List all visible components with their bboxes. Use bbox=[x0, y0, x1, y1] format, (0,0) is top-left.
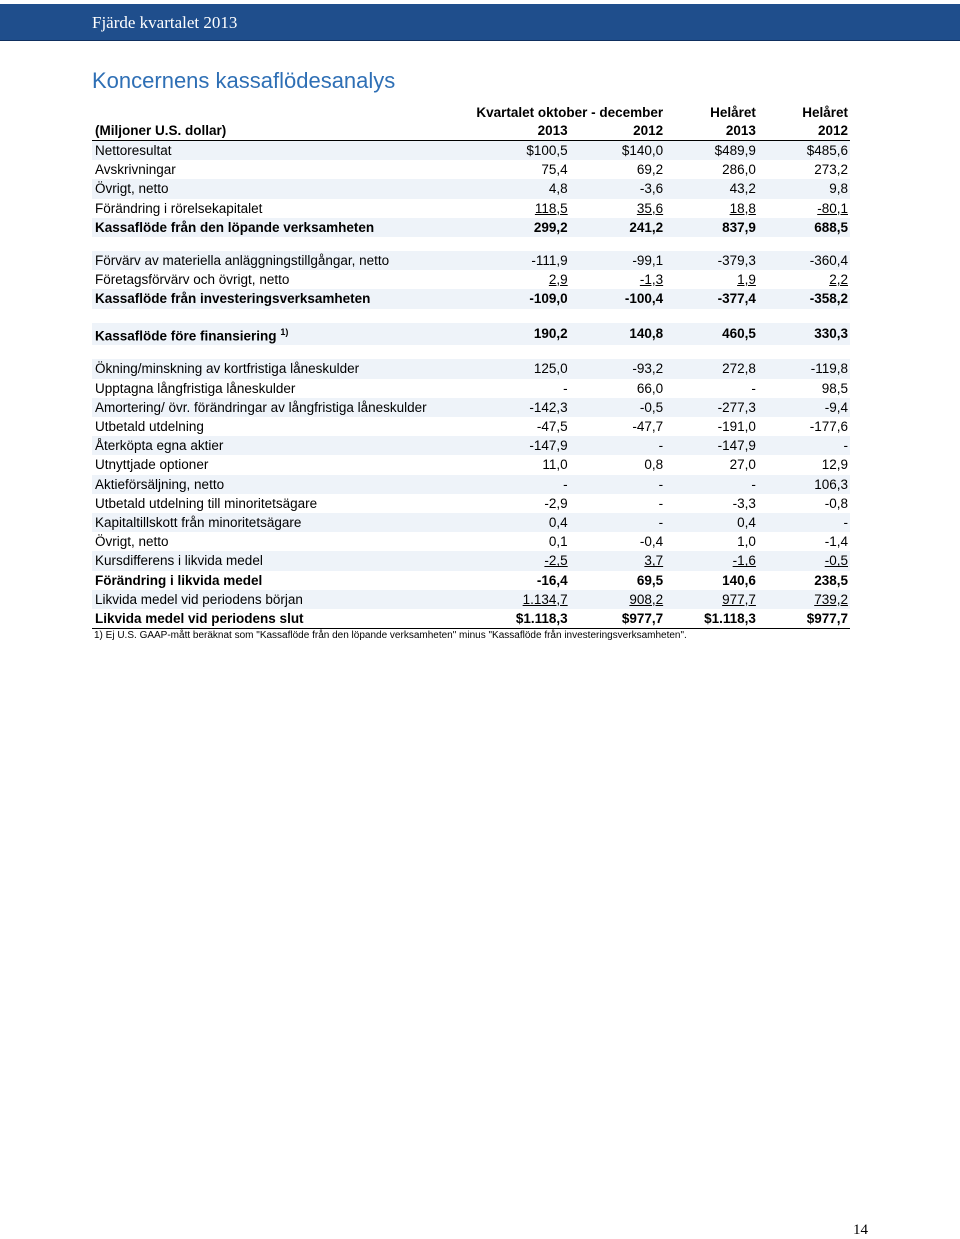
row-label: Nettoresultat bbox=[92, 141, 476, 161]
row-label: Utnyttjade optioner bbox=[95, 457, 209, 473]
cell-value: -9,4 bbox=[758, 398, 850, 417]
cell-value: -3,3 bbox=[732, 495, 756, 511]
cell-value: -119,8 bbox=[758, 359, 850, 378]
row-label: Kursdifferens i likvida medel bbox=[92, 551, 476, 570]
row-label: Förvärv av materiella anläggningstillgångar, netto bbox=[92, 251, 476, 270]
cell-value: - bbox=[570, 513, 665, 532]
table-row bbox=[92, 455, 850, 474]
page-number: 14 bbox=[853, 1222, 868, 1238]
cell-value: 190,2 bbox=[476, 323, 569, 346]
table-row bbox=[92, 359, 850, 378]
unit-label: (Miljoner U.S. dollar) bbox=[92, 122, 476, 141]
cell-value: -377,4 bbox=[665, 289, 758, 308]
cell-value: -99,1 bbox=[570, 251, 665, 270]
cell-value: 2,9 bbox=[548, 272, 568, 288]
header-title: Fjärde kvartalet 2013 bbox=[92, 13, 238, 32]
cell-value: 241,2 bbox=[570, 218, 665, 237]
cell-value: 0,1 bbox=[548, 534, 568, 550]
cell-value: $100,5 bbox=[476, 141, 569, 161]
cell-value: 0,4 bbox=[476, 513, 569, 532]
table-row bbox=[92, 513, 850, 532]
cell-value: -147,9 bbox=[476, 436, 569, 455]
cell-value: $977,7 bbox=[758, 609, 850, 629]
table-row bbox=[92, 417, 850, 436]
table-row-subtotal bbox=[92, 571, 850, 590]
cell-value: 299,2 bbox=[476, 218, 569, 237]
cell-value: 1.134,7 bbox=[522, 591, 568, 607]
cell-value: $485,6 bbox=[758, 141, 850, 161]
table-row bbox=[92, 532, 850, 551]
cell-value: 238,5 bbox=[814, 572, 848, 588]
header-empty bbox=[92, 104, 476, 122]
cell-value: -0,5 bbox=[570, 398, 665, 417]
row-label: Aktieförsäljning, netto bbox=[92, 475, 476, 494]
cell-value: $140,0 bbox=[570, 141, 665, 161]
cell-value: -2,5 bbox=[544, 553, 568, 569]
cell-value: $977,7 bbox=[570, 609, 665, 629]
table-row-subtotal bbox=[92, 218, 850, 237]
year-header: 2012 bbox=[570, 122, 665, 141]
cell-value: -47,7 bbox=[632, 418, 664, 434]
table-row bbox=[92, 141, 850, 161]
footnote: 1) Ej U.S. GAAP-mått beräknat som "Kassaflöde från den löpande verksamheten" minus "Kassaflöde från investeringsverksamheten". bbox=[94, 630, 687, 641]
table-row-total bbox=[92, 609, 850, 629]
row-label bbox=[92, 323, 476, 346]
cell-value: 75,4 bbox=[541, 162, 568, 178]
cashflow-table-container bbox=[92, 104, 850, 629]
cell-value: 140,8 bbox=[570, 323, 665, 346]
row-label: Företagsförvärv och övrigt, netto bbox=[95, 272, 290, 288]
cell-value: -1,6 bbox=[732, 553, 756, 569]
page-title: Koncernens kassaflödesanalys bbox=[92, 68, 396, 93]
cell-value: - bbox=[658, 495, 664, 511]
cell-value: 330,3 bbox=[758, 323, 850, 346]
row-label: Likvida medel vid periodens början bbox=[92, 590, 476, 609]
header-fullyear-2012: Helåret bbox=[802, 105, 848, 120]
header-bar bbox=[0, 4, 960, 41]
cell-value: -147,9 bbox=[665, 436, 758, 455]
cell-value: -100,4 bbox=[570, 289, 665, 308]
table-row bbox=[92, 590, 850, 609]
table-row bbox=[92, 551, 850, 570]
cell-value: 1,9 bbox=[737, 272, 756, 288]
cell-value: 908,2 bbox=[629, 591, 664, 607]
cell-value: 43,2 bbox=[665, 179, 758, 198]
cell-value: 11,0 bbox=[542, 457, 568, 473]
row-label: Övrigt, netto bbox=[95, 534, 169, 550]
row-label: Utbetald utdelning bbox=[95, 418, 204, 434]
cell-value: $1.118,3 bbox=[665, 609, 758, 629]
spacer-row bbox=[92, 309, 850, 323]
row-label: Likvida medel vid periodens slut bbox=[92, 609, 476, 629]
cell-value: -0,8 bbox=[824, 495, 848, 511]
cell-value: 140,6 bbox=[722, 572, 756, 588]
cell-value: -358,2 bbox=[758, 289, 850, 308]
cell-value: - bbox=[751, 380, 756, 396]
cell-value: 837,9 bbox=[665, 218, 758, 237]
cell-value: -379,3 bbox=[665, 251, 758, 270]
row-label-text: Kassaflöde före finansiering bbox=[95, 328, 277, 344]
cell-value: -3,6 bbox=[570, 179, 665, 198]
cell-value: - bbox=[758, 513, 850, 532]
row-label: Kassaflöde från den löpande verksamheten bbox=[92, 218, 476, 237]
cell-value: -47,5 bbox=[536, 418, 568, 434]
table-header-row-1 bbox=[92, 104, 850, 122]
cell-value: -1,3 bbox=[639, 272, 664, 288]
cell-value: - bbox=[758, 436, 850, 455]
cell-value: -16,4 bbox=[536, 572, 568, 588]
cell-value: 69,2 bbox=[636, 162, 664, 178]
spacer-row bbox=[92, 237, 850, 251]
table-row bbox=[92, 379, 850, 398]
cell-value: 1,0 bbox=[737, 534, 756, 550]
row-label: Förändring i likvida medel bbox=[95, 572, 263, 588]
cell-value: $489,9 bbox=[665, 141, 758, 161]
cell-value: - bbox=[563, 380, 568, 396]
cell-value: $1.118,3 bbox=[476, 609, 569, 629]
cell-value: 0,8 bbox=[644, 457, 664, 473]
cell-value: 4,8 bbox=[476, 179, 569, 198]
table-row-subtotal bbox=[92, 289, 850, 308]
row-label: Återköpta egna aktier bbox=[92, 436, 476, 455]
row-label: Förändring i rörelsekapitalet bbox=[95, 200, 263, 216]
cell-value: 460,5 bbox=[665, 323, 758, 346]
spacer-row bbox=[92, 345, 850, 359]
table-row bbox=[92, 475, 850, 494]
year-header: 2012 bbox=[758, 122, 850, 141]
cell-value: -0,5 bbox=[824, 553, 848, 569]
table-row bbox=[92, 160, 850, 179]
table-row bbox=[92, 179, 850, 198]
row-label: Amortering/ övr. förändringar av långfristiga låneskulder bbox=[92, 398, 476, 417]
cell-value: 0,4 bbox=[665, 513, 758, 532]
cell-value: -109,0 bbox=[476, 289, 569, 308]
cell-value: 739,2 bbox=[814, 591, 848, 607]
cell-value: - bbox=[665, 475, 758, 494]
cell-value: - bbox=[476, 475, 569, 494]
cell-value: - bbox=[570, 436, 665, 455]
cell-value: 2,2 bbox=[829, 272, 848, 288]
table-row-subtotal bbox=[92, 323, 850, 346]
table-row bbox=[92, 199, 850, 218]
cell-value: 69,5 bbox=[636, 572, 664, 588]
cell-value: -1,4 bbox=[824, 534, 848, 550]
row-label: Utbetald utdelning till minoritetsägare bbox=[95, 495, 318, 511]
cell-value: -93,2 bbox=[570, 359, 665, 378]
table-row bbox=[92, 436, 850, 455]
row-label: Kassaflöde från investeringsverksamheten bbox=[92, 289, 476, 308]
table-row bbox=[92, 251, 850, 270]
cell-value: 688,5 bbox=[758, 218, 850, 237]
cell-value: -360,4 bbox=[758, 251, 850, 270]
row-label: Ökning/minskning av kortfristiga låneskulder bbox=[92, 359, 476, 378]
cell-value: 18,8 bbox=[729, 200, 756, 216]
cell-value: 977,7 bbox=[722, 591, 756, 607]
table-row bbox=[92, 494, 850, 513]
cell-value: -80,1 bbox=[817, 200, 848, 216]
cell-value: -177,6 bbox=[809, 418, 848, 434]
cell-value: 98,5 bbox=[821, 380, 848, 396]
cell-value: 118,5 bbox=[534, 200, 568, 216]
header-fullyear-2013: Helåret bbox=[710, 105, 756, 120]
cell-value: 286,0 bbox=[722, 162, 756, 178]
cashflow-table bbox=[92, 104, 850, 629]
cell-value: 106,3 bbox=[758, 475, 850, 494]
table-row bbox=[92, 398, 850, 417]
cell-value: - bbox=[570, 475, 665, 494]
row-label: Upptagna långfristiga låneskulder bbox=[95, 380, 296, 396]
header-quarter: Kvartalet oktober - december bbox=[476, 105, 664, 120]
footnote-marker: 1) bbox=[280, 326, 289, 337]
row-label: Kapitaltillskott från minoritetsägare bbox=[92, 513, 476, 532]
row-label: Övrigt, netto bbox=[92, 179, 476, 198]
cell-value: -111,9 bbox=[476, 251, 569, 270]
table-row bbox=[92, 270, 850, 289]
table-header-row-2 bbox=[92, 122, 850, 141]
cell-value: -142,3 bbox=[476, 398, 569, 417]
cell-value: 273,2 bbox=[814, 162, 848, 178]
cell-value: -277,3 bbox=[665, 398, 758, 417]
cell-value: 66,0 bbox=[636, 380, 664, 396]
cell-value: 125,0 bbox=[476, 359, 569, 378]
cell-value: 35,6 bbox=[636, 200, 664, 216]
cell-value: 27,0 bbox=[729, 457, 756, 473]
cell-value: -2,9 bbox=[544, 495, 568, 511]
cell-value: -191,0 bbox=[717, 418, 756, 434]
cell-value: 12,9 bbox=[821, 457, 848, 473]
cell-value: 9,8 bbox=[758, 179, 850, 198]
cell-value: 3,7 bbox=[644, 553, 664, 569]
cell-value: -0,4 bbox=[639, 534, 664, 550]
row-label: Avskrivningar bbox=[95, 162, 176, 178]
year-header: 2013 bbox=[476, 122, 569, 141]
cell-value: 272,8 bbox=[665, 359, 758, 378]
year-header: 2013 bbox=[665, 122, 758, 141]
